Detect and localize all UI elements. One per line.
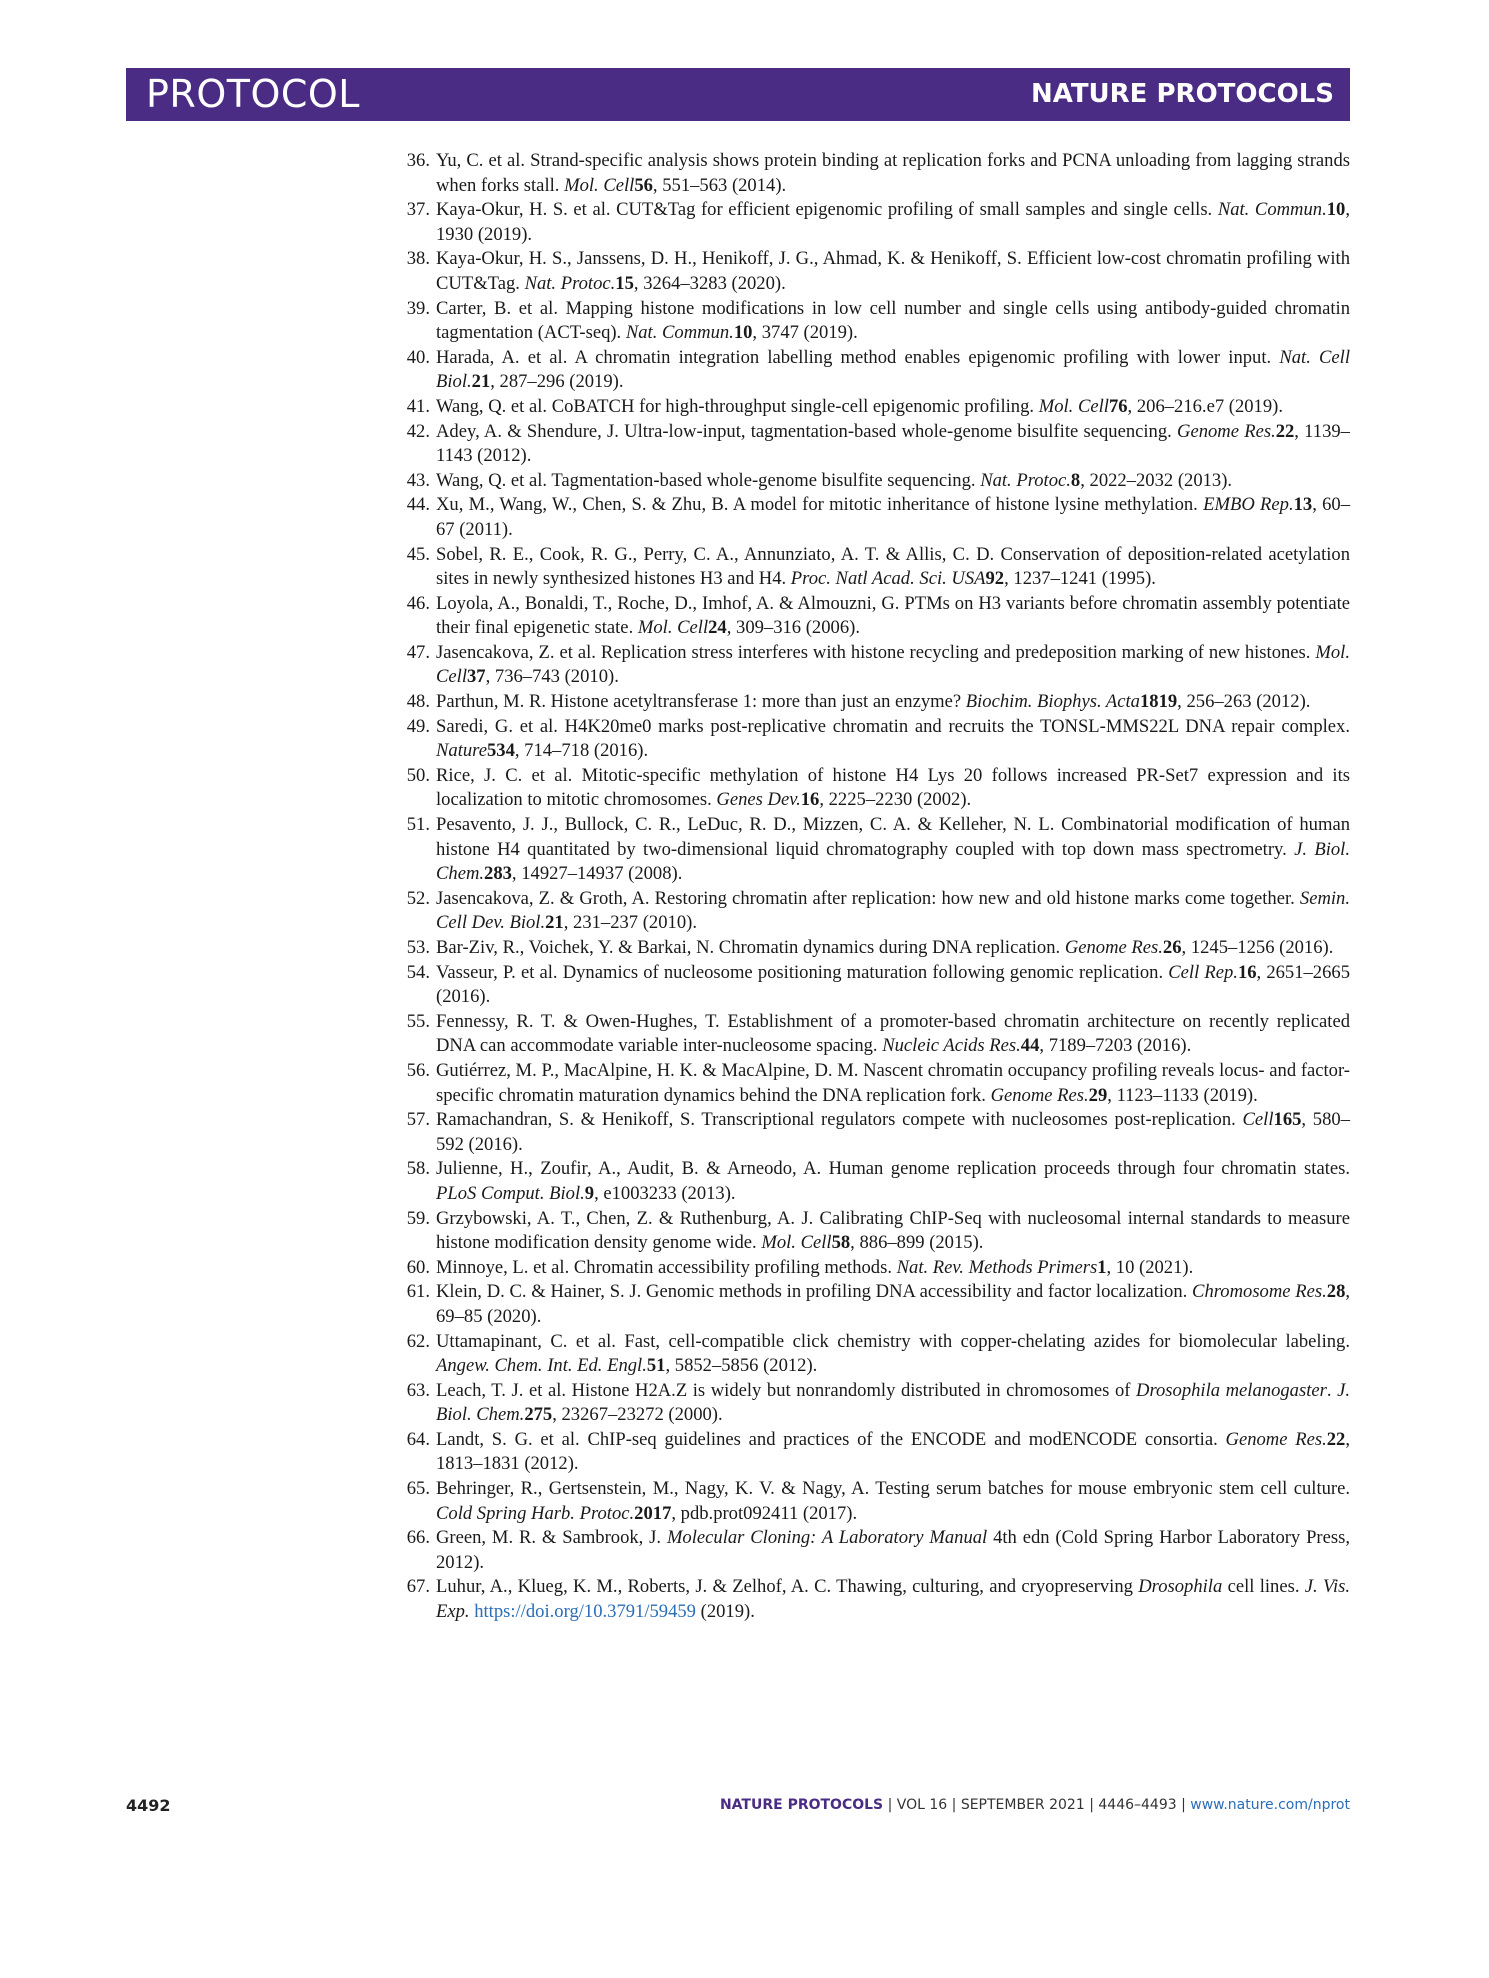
reference-number: 48. [406, 691, 430, 713]
reference-text: Pesavento, J. J., Bullock, C. R., LeDuc, R. D., Mizzen, C. A. & Kelleher, N. L. Combinatorial modification of human histone H4 quantitated by two-dimensional liquid chromatography coupled with top down mass spectrometry. [436, 814, 1350, 860]
reference-volume: 21 [471, 371, 491, 393]
reference-text: Jasencakova, Z. et al. Replication stress interferes with histone recycling and predeposition marking of new histones. [436, 641, 1316, 663]
reference-journal: Genome Res. [1225, 1428, 1327, 1450]
reference-item [394, 1108, 1350, 1157]
reference-item [394, 1207, 1350, 1256]
reference-volume: 283 [484, 863, 512, 885]
reference-journal: Genes Dev. [716, 789, 801, 811]
reference-text: Kaya-Okur, H. S. et al. CUT&Tag for efficient epigenomic profiling of small samples and single cells. [436, 199, 1218, 221]
reference-journal: EMBO Rep. [1203, 494, 1294, 516]
reference-journal: J. Biol. Chem. [436, 1379, 1350, 1426]
reference-volume: 22 [1326, 1428, 1346, 1450]
reference-text: Minnoye, L. et al. Chromatin accessibility profiling methods. [436, 1256, 897, 1278]
reference-item [394, 1477, 1350, 1526]
reference-volume: 10 [733, 322, 753, 344]
reference-volume: 1 [1097, 1256, 1107, 1278]
reference-journal: Nucleic Acids Res. [882, 1035, 1021, 1057]
reference-journal: Nature [436, 740, 487, 762]
reference-item [394, 887, 1350, 936]
reference-number: 38. [406, 248, 430, 270]
reference-number: 63. [406, 1379, 430, 1401]
reference-pages: , 7189–7203 (2016). [1039, 1035, 1192, 1057]
reference-volume: 29 [1088, 1084, 1108, 1106]
reference-text: Ramachandran, S. & Henikoff, S. Transcriptional regulators compete with nucleosomes post-replication. [436, 1109, 1243, 1131]
reference-item [394, 1379, 1350, 1428]
reference-item [394, 641, 1350, 690]
reference-pages: , 206–216.e7 (2019). [1127, 395, 1283, 417]
reference-item [394, 198, 1350, 247]
reference-number: 51. [406, 814, 430, 836]
reference-item [394, 1428, 1350, 1477]
footer-url-link[interactable]: www.nature.com/nprot [1190, 1797, 1350, 1813]
reference-item [394, 543, 1350, 592]
reference-volume: 165 [1273, 1109, 1302, 1131]
reference-pages: , 60–67 (2011). [436, 494, 1351, 540]
reference-number: 46. [406, 592, 430, 614]
reference-number: 45. [406, 543, 430, 565]
reference-number: 53. [406, 937, 430, 958]
reference-item [394, 961, 1350, 1010]
reference-item [394, 395, 1350, 420]
reference-text: Vasseur, P. et al. Dynamics of nucleosome positioning maturation following genomic replication. [436, 961, 1169, 983]
reference-number: 50. [406, 764, 430, 786]
reference-volume: 1819 [1139, 691, 1178, 713]
reference-number: 64. [406, 1428, 430, 1450]
reference-journal: J. Biol. Chem. [436, 838, 1350, 885]
reference-text: Loyola, A., Bonaldi, T., Roche, D., Imhof, A. & Almouzni, G. PTMs on H3 variants before chromatin assembly potentiate their final epigenetic state. [436, 592, 1350, 639]
footer-page-range: 4446–4493 [1098, 1797, 1177, 1813]
reference-journal: Cold Spring Harb. Protoc. [436, 1502, 635, 1524]
reference-volume: 21 [545, 912, 564, 934]
reference-text: Leach, T. J. et al. Histone H2A.Z is widely but nonrandomly distributed in chromosomes of [436, 1379, 1137, 1401]
reference-volume: 26 [1162, 937, 1182, 958]
page-number: 4492 [126, 1796, 171, 1815]
reference-volume: 24 [708, 617, 727, 639]
reference-text: Jasencakova, Z. & Groth, A. Restoring chromatin after replication: how new and old histone marks come together. [436, 887, 1300, 909]
reference-number: 58. [406, 1158, 430, 1180]
reference-text: Green, M. R. & Sambrook, J. [436, 1527, 667, 1549]
reference-volume: 2017 [634, 1502, 672, 1524]
reference-journal: Genome Res. [1177, 420, 1276, 442]
reference-item [394, 1280, 1350, 1329]
reference-text: Rice, J. C. et al. Mitotic-specific methylation of histone H4 Lys 20 follows increased PR-Set7 expression and its localization to mitotic chromosomes. [436, 764, 1350, 811]
reference-volume: 13 [1293, 494, 1313, 516]
reference-journal: Biochim. Biophys. Acta [965, 691, 1140, 713]
reference-item [394, 346, 1350, 395]
reference-item [394, 1157, 1350, 1206]
reference-number: 57. [406, 1109, 430, 1131]
reference-number: 59. [406, 1207, 430, 1229]
reference-text: Adey, A. & Shendure, J. Ultra-low-input, tagmentation-based whole-genome bisulfite sequencing. [436, 420, 1178, 442]
reference-pages: , 1813–1831 (2012). [436, 1428, 1350, 1475]
reference-pages: , 10 (2021). [1106, 1256, 1194, 1278]
reference-journal: Nat. Commun. [1217, 199, 1327, 221]
reference-text: Fennessy, R. T. & Owen-Hughes, T. Establishment of a promoter-based chromatin architecture on recently replicated DNA can accommodate variable inter-nucleosome spacing. [436, 1010, 1350, 1057]
reference-item [394, 813, 1350, 887]
reference-pages: , 3747 (2019). [752, 322, 858, 344]
reference-item [394, 297, 1350, 346]
reference-number: 40. [406, 346, 430, 368]
reference-text: Kaya-Okur, H. S., Janssens, D. H., Henikoff, J. G., Ahmad, K. & Henikoff, S. Efficient low-cost chromatin profiling with CUT&Tag. [436, 248, 1350, 294]
reference-journal: Mol. Cell [761, 1232, 832, 1254]
reference-journal: Genome Res. [990, 1084, 1089, 1106]
reference-pages: , 1237–1241 (1995). [1004, 568, 1156, 590]
reference-pages: , 5852–5856 (2012). [665, 1355, 818, 1377]
reference-number: 54. [406, 961, 430, 983]
reference-pages: , 1930 (2019). [436, 199, 1350, 245]
reference-text: Parthun, M. R. Histone acetyltransferase 1: more than just an enzyme? [436, 691, 966, 713]
reference-pages: , 714–718 (2016). [514, 740, 649, 762]
reference-text: Wang, Q. et al. Tagmentation-based whole-genome bisulfite sequencing. [436, 469, 981, 491]
reference-journal: Semin. Cell Dev. Biol. [436, 887, 1350, 934]
reference-journal: Nat. Protoc. [980, 469, 1071, 491]
reference-text: Bar-Ziv, R., Voichek, Y. & Barkai, N. Chromatin dynamics during DNA replication. [436, 937, 1065, 958]
reference-italic-term: Drosophila melanogaster [1136, 1379, 1327, 1401]
reference-pages: , 1139–1143 (2012). [436, 420, 1350, 467]
reference-number: 41. [406, 395, 430, 417]
reference-volume: 22 [1275, 420, 1295, 442]
reference-text: Gutiérrez, M. P., MacAlpine, H. K. & MacAlpine, D. M. Nascent chromatin occupancy profiling reveals locus- and factor-specific chromatin maturation dynamics behind the DNA replication fork. [436, 1059, 1350, 1106]
reference-volume: 16 [1237, 961, 1257, 983]
reference-text: Wang, Q. et al. CoBATCH for high-throughput single-cell epigenomic profiling. [436, 395, 1039, 417]
reference-volume: 275 [524, 1404, 553, 1426]
journal-name: NATURE PROTOCOLS [1030, 79, 1334, 109]
reference-text: Grzybowski, A. T., Chen, Z. & Ruthenburg, A. J. Calibrating ChIP-Seq with nucleosomal internal standards to measure histone modification density genome wide. [436, 1207, 1350, 1254]
footer-separator: | [1181, 1797, 1186, 1813]
reference-italic-term: Drosophila [1138, 1576, 1223, 1598]
reference-pages: , 551–563 (2014). [652, 174, 787, 196]
reference-pages: , 1123–1133 (2019). [1107, 1084, 1258, 1106]
reference-journal: Mol. Cell [1038, 395, 1109, 417]
reference-volume: 44 [1020, 1035, 1040, 1057]
reference-pages: , pdb.prot092411 (2017). [671, 1502, 858, 1524]
footer-issue-date: SEPTEMBER 2021 [960, 1797, 1085, 1813]
reference-number: 39. [406, 297, 430, 319]
footer-separator: | [887, 1797, 893, 1813]
reference-pages: , 580–592 (2016). [436, 1109, 1350, 1155]
reference-volume: 92 [985, 568, 1005, 590]
reference-volume: 16 [800, 789, 820, 811]
reference-journal: Cell [1242, 1109, 1274, 1131]
reference-journal: Chromosome Res. [1192, 1281, 1327, 1303]
reference-number: 55. [406, 1010, 430, 1032]
reference-number: 67. [406, 1576, 430, 1598]
footer-separator: | [1089, 1797, 1094, 1813]
reference-text: Yu, C. et al. Strand-specific analysis shows protein binding at replication forks and PCNA unloading from lagging strands when forks stall. [436, 150, 1350, 196]
reference-item [394, 1256, 1350, 1281]
reference-journal: Nat. Cell Biol. [436, 346, 1350, 393]
reference-pages: , 69–85 (2020). [436, 1281, 1351, 1327]
reference-number: 42. [406, 420, 430, 442]
reference-text: Saredi, G. et al. H4K20me0 marks post-replicative chromatin and recruits the TONSL-MMS22L DNA repair complex. [436, 715, 1350, 737]
reference-text: Xu, M., Wang, W., Chen, S. & Zhu, B. A model for mitotic inheritance of histone lysine methylation. [436, 494, 1204, 516]
reference-number: 36. [406, 150, 430, 171]
reference-journal: Nat. Rev. Methods Primers [896, 1256, 1098, 1278]
reference-volume: 28 [1326, 1281, 1346, 1303]
reference-item [394, 764, 1350, 813]
reference-pages: , 2651–2665 (2016). [436, 961, 1350, 1008]
reference-journal: Molecular Cloning: A Laboratory Manual [666, 1527, 988, 1549]
reference-pages: , e1003233 (2013). [594, 1182, 736, 1204]
reference-item [394, 1575, 1350, 1624]
reference-number: 62. [406, 1330, 430, 1352]
reference-text: Klein, D. C. & Hainer, S. J. Genomic methods in profiling DNA accessibility and factor localization. [436, 1281, 1193, 1303]
reference-pages: , 14927–14937 (2008). [511, 863, 683, 885]
reference-journal: Nat. Protoc. [524, 272, 616, 294]
reference-doi-link[interactable]: https://doi.org/10.3791/59459 [474, 1601, 696, 1623]
reference-pages: 4th edn (Cold Spring Harbor Laboratory Press, 2012). [436, 1527, 1350, 1573]
reference-item [394, 420, 1350, 469]
reference-item [394, 715, 1350, 764]
reference-journal: Angew. Chem. Int. Ed. Engl. [436, 1355, 647, 1377]
reference-number: 65. [406, 1478, 430, 1500]
reference-number: 43. [406, 469, 430, 491]
reference-pages: , 256–263 (2012). [1177, 691, 1311, 713]
section-label: PROTOCOL [146, 72, 360, 116]
reference-pages: , 2022–2032 (2013). [1080, 469, 1233, 491]
reference-number: 47. [406, 641, 430, 663]
reference-number: 66. [406, 1527, 430, 1549]
reference-number: 60. [406, 1256, 430, 1278]
reference-text: Uttamapinant, C. et al. Fast, cell-compatible click chemistry with copper-chelating azides for biomolecular labeling. [436, 1330, 1350, 1352]
reference-volume: 51 [646, 1355, 666, 1377]
footer-info [720, 1797, 1350, 1813]
reference-number: 61. [406, 1281, 430, 1303]
reference-pages: , 886–899 (2015). [850, 1232, 984, 1254]
reference-list [394, 149, 1350, 1625]
reference-pages: , 23267–23272 (2000). [552, 1404, 723, 1426]
reference-journal: Cell Rep. [1168, 961, 1238, 983]
reference-item [394, 1330, 1350, 1379]
reference-text: Julienne, H., Zoufir, A., Audit, B. & Arneodo, A. Human genome replication proceeds through four chromatin states. [436, 1158, 1350, 1180]
reference-item [394, 592, 1350, 641]
reference-year: (2019). [695, 1601, 755, 1623]
reference-number: 49. [406, 715, 430, 737]
reference-volume: 58 [831, 1232, 851, 1254]
reference-item [394, 493, 1350, 542]
reference-volume: 56 [634, 174, 653, 196]
reference-volume: 15 [615, 272, 634, 294]
reference-text: Carter, B. et al. Mapping histone modifications in low cell number and single cells using antibody-guided chromatin tagmentation (ACT-seq). [436, 297, 1350, 344]
footer-journal: NATURE PROTOCOLS [719, 1797, 884, 1813]
reference-volume: 37 [467, 666, 486, 688]
reference-number: 37. [406, 199, 430, 221]
reference-text: Behringer, R., Gertsenstein, M., Nagy, K. V. & Nagy, A. Testing serum batches for mouse embryonic stem cell culture. [436, 1478, 1350, 1500]
reference-number: 52. [406, 887, 430, 909]
reference-item [394, 936, 1350, 961]
reference-text: Luhur, A., Klueg, K. M., Roberts, J. & Zelhof, A. C. Thawing, culturing, and cryopreserving [436, 1576, 1139, 1598]
reference-item [394, 149, 1350, 198]
reference-pages: , 2225–2230 (2002). [819, 789, 972, 811]
reference-pages: , 736–743 (2010). [485, 666, 619, 688]
reference-text: Harada, A. et al. A chromatin integration labelling method enables epigenomic profiling with lower input. [436, 346, 1280, 368]
reference-journal: J. Vis. Exp. [436, 1576, 1351, 1623]
reference-number: 56. [406, 1059, 430, 1081]
reference-pages: , 3264–3283 (2020). [633, 272, 786, 294]
reference-journal: PLoS Comput. Biol. [436, 1182, 585, 1204]
reference-journal: Mol. Cell [564, 174, 635, 196]
reference-item [394, 247, 1350, 296]
footer-separator: | [951, 1797, 957, 1813]
header-bar [126, 68, 1350, 121]
reference-text: Sobel, R. E., Cook, R. G., Perry, C. A., Annunziato, A. T. & Allis, C. D. Conservation of deposition-related acetylation sites in newly synthesized histones H3 and H4. [436, 543, 1350, 590]
reference-journal: Nat. Commun. [625, 322, 734, 344]
footer-volume: VOL 16 [896, 1797, 948, 1813]
reference-text-cont: cell lines. [1222, 1576, 1305, 1598]
reference-text: Landt, S. G. et al. ChIP-seq guidelines and practices of the ENCODE and modENCODE consortia. [436, 1428, 1226, 1450]
reference-text-cont: . [1326, 1379, 1338, 1401]
reference-journal: Proc. Natl Acad. Sci. USA [790, 568, 986, 590]
reference-item [394, 1059, 1350, 1108]
reference-item [394, 469, 1350, 494]
reference-volume: 9 [584, 1182, 595, 1204]
reference-item [394, 690, 1350, 715]
reference-pages: , 1245–1256 (2016). [1181, 937, 1334, 958]
reference-journal: Mol. Cell [436, 641, 1350, 688]
reference-pages: , 287–296 (2019). [490, 371, 624, 393]
reference-item [394, 1010, 1350, 1059]
reference-journal: Genome Res. [1064, 937, 1163, 958]
reference-volume: 76 [1108, 395, 1128, 417]
reference-volume: 534 [486, 740, 515, 762]
reference-item [394, 1526, 1350, 1575]
reference-number: 44. [406, 494, 430, 516]
reference-volume: 8 [1070, 469, 1081, 491]
reference-volume: 10 [1326, 199, 1346, 221]
reference-pages: , 309–316 (2006). [726, 617, 860, 639]
reference-pages: , 231–237 (2010). [563, 912, 697, 934]
reference-journal: Mol. Cell [637, 617, 709, 639]
